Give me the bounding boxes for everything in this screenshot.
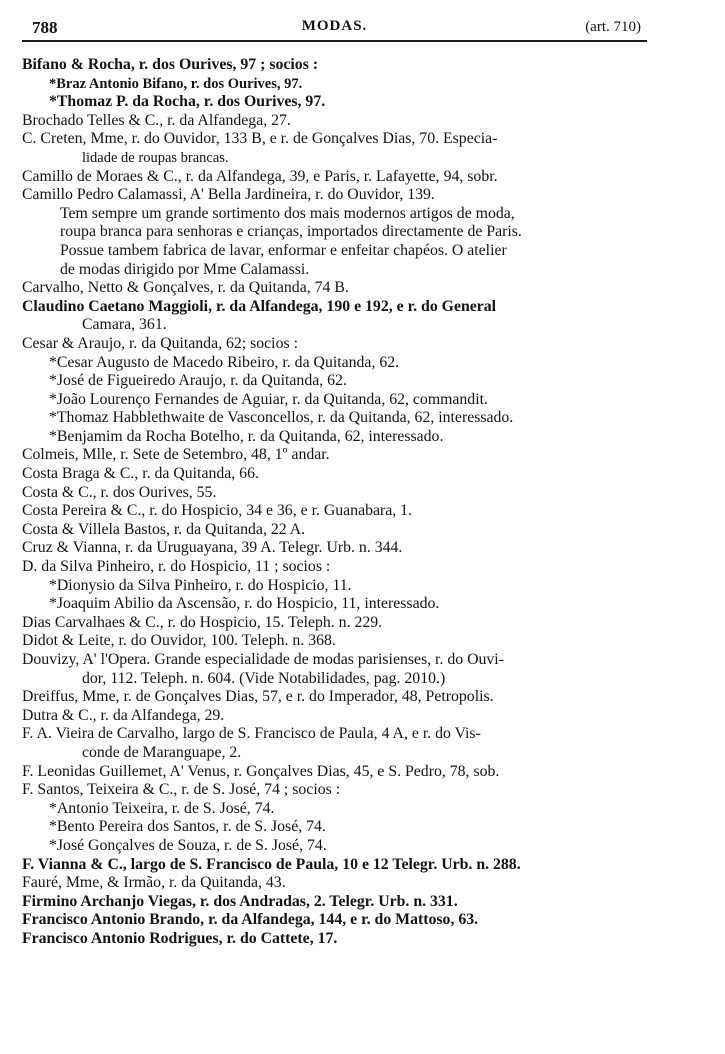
directory-line: Camillo de Moraes & C., r. da Alfandega, 39, e Paris, r. Lafayette, 94, sobr. [22,167,498,185]
directory-line: *Cesar Augusto de Macedo Ribeiro, r. da Quitanda, 62. [49,353,400,371]
page-number: 788 [32,18,58,37]
directory-line: *Joaquim Abilio da Ascensão, r. do Hospicio, 11, interessado. [49,595,440,613]
section-title: MODAS. [301,18,368,34]
directory-line: Costa & Villela Bastos, r. da Quitanda, 22 A. [22,520,306,538]
directory-line: *Thomaz P. da Rocha, r. dos Ourives, 97. [49,93,326,111]
directory-line: roupa branca para senhoras e crianças, importados directamente de Paris. [60,223,522,241]
directory-line: Bifano & Rocha, r. dos Ourives, 97 ; socios : [22,56,319,73]
directory-line: F. Vianna & C., largo de S. Francisco de Paula, 10 e 12 Telegr. Urb. n. 288. [22,855,521,873]
directory-line: Douvizy, A' l'Opera. Grande especialidade de modas parisienses, r. do Ouvi- [22,651,504,668]
directory-line: Tem sempre um grande sortimento dos mais modernos artigos de moda, [60,204,515,222]
directory-line: Camara, 361. [82,316,167,334]
directory-line: Francisco Antonio Rodrigues, r. do Cattete, 17. [22,929,338,947]
article-reference: (art. 710) [585,19,641,35]
directory-line: *Antonio Teixeira, r. de S. José, 74. [49,799,275,817]
directory-line: Costa Pereira & C., r. do Hospicio, 34 e 36, e r. Guanabara, 1. [22,502,413,520]
directory-line: *Dionysio da Silva Pinheiro, r. do Hospicio, 11. [49,576,352,594]
directory-line: Costa Braga & C., r. da Quitanda, 66. [22,465,259,483]
directory-line: F. Leonidas Guillemet, A' Venus, r. Gonçalves Dias, 45, e S. Pedro, 78, sob. [22,762,500,780]
directory-line: *Benjamim da Rocha Botelho, r. da Quitanda, 62, interessado. [49,427,444,445]
directory-line: Firmino Archanjo Viegas, r. dos Andradas, 2. Telegr. Urb. n. 331. [22,892,458,910]
directory-line: de modas dirigido por Mme Calamassi. [60,260,310,278]
directory-line: Dias Carvalhaes & C., r. do Hospicio, 15. Teleph. n. 229. [22,613,383,631]
directory-line: *Thomaz Habblethwaite de Vasconcellos, r. da Quitanda, 62, interessado. [49,409,514,427]
directory-line: conde de Maranguape, 2. [82,743,242,761]
directory-line: Brochado Telles & C., r. da Alfandega, 27. [22,111,291,129]
directory-line: Camillo Pedro Calamassi, A' Bella Jardineira, r. do Ouvidor, 139. [22,186,435,204]
entry-list [22,56,650,949]
directory-line: *Braz Antonio Bifano, r. dos Ourives, 97. [49,75,303,92]
directory-line: Francisco Antonio Brando, r. da Alfandega, 144, e r. do Mattoso, 63. [22,911,479,929]
directory-line: *José Gonçalves de Souza, r. de S. José, 74. [49,836,327,854]
directory-line: Claudino Caetano Maggioli, r. da Alfandega, 190 e 192, e r. do General [22,297,497,315]
directory-line: F. Santos, Teixeira & C., r. de S. José, 74 ; socios : [22,781,341,799]
directory-line: F. A. Vieira de Carvalho, largo de S. Francisco de Paula, 4 A, e r. do Vis- [22,725,481,743]
directory-line: Colmeis, Mlle, r. Sete de Setembro, 48, 1º andar. [22,446,330,464]
directory-line: *Bento Pereira dos Santos, r. de S. José, 74. [49,818,326,836]
directory-line: Possue tambem fabrica de lavar, enformar e enfeitar chapéos. O atelier [60,241,507,259]
directory-line: Dutra & C., r. da Alfandega, 29. [22,706,225,724]
directory-line: Carvalho, Netto & Gonçalves, r. da Quitanda, 74 B. [22,279,349,297]
directory-line: Dreiffus, Mme, r. de Gonçalves Dias, 57, e r. do Imperador, 48, Petropolis. [22,688,494,706]
directory-line: Costa & C., r. dos Ourives, 55. [22,483,217,501]
directory-line: lidade de roupas brancas. [82,149,229,166]
directory-line: Didot & Leite, r. do Ouvidor, 100. Teleph. n. 368. [22,632,336,650]
directory-line: Fauré, Mme, & Irmão, r. da Quitanda, 43. [22,874,286,892]
directory-line: Cesar & Araujo, r. da Quitanda, 62; socios : [22,334,298,352]
directory-line: D. da Silva Pinheiro, r. do Hospicio, 11 ; socios : [22,558,331,576]
directory-line: *José de Figueiredo Araujo, r. da Quitanda, 62. [49,372,347,390]
directory-line: dor, 112. Teleph. n. 604. (Vide Notabilidades, pag. 2010.) [82,669,446,687]
directory-line: C. Creten, Mme, r. do Ouvidor, 133 B, e r. de Gonçalves Dias, 70. Especia- [22,130,498,148]
directory-line: *João Lourenço Fernandes de Aguiar, r. da Quitanda, 62, commandit. [49,390,488,408]
page-header [22,12,647,42]
directory-line: Cruz & Vianna, r. da Uruguayana, 39 A. Telegr. Urb. n. 344. [22,539,403,557]
